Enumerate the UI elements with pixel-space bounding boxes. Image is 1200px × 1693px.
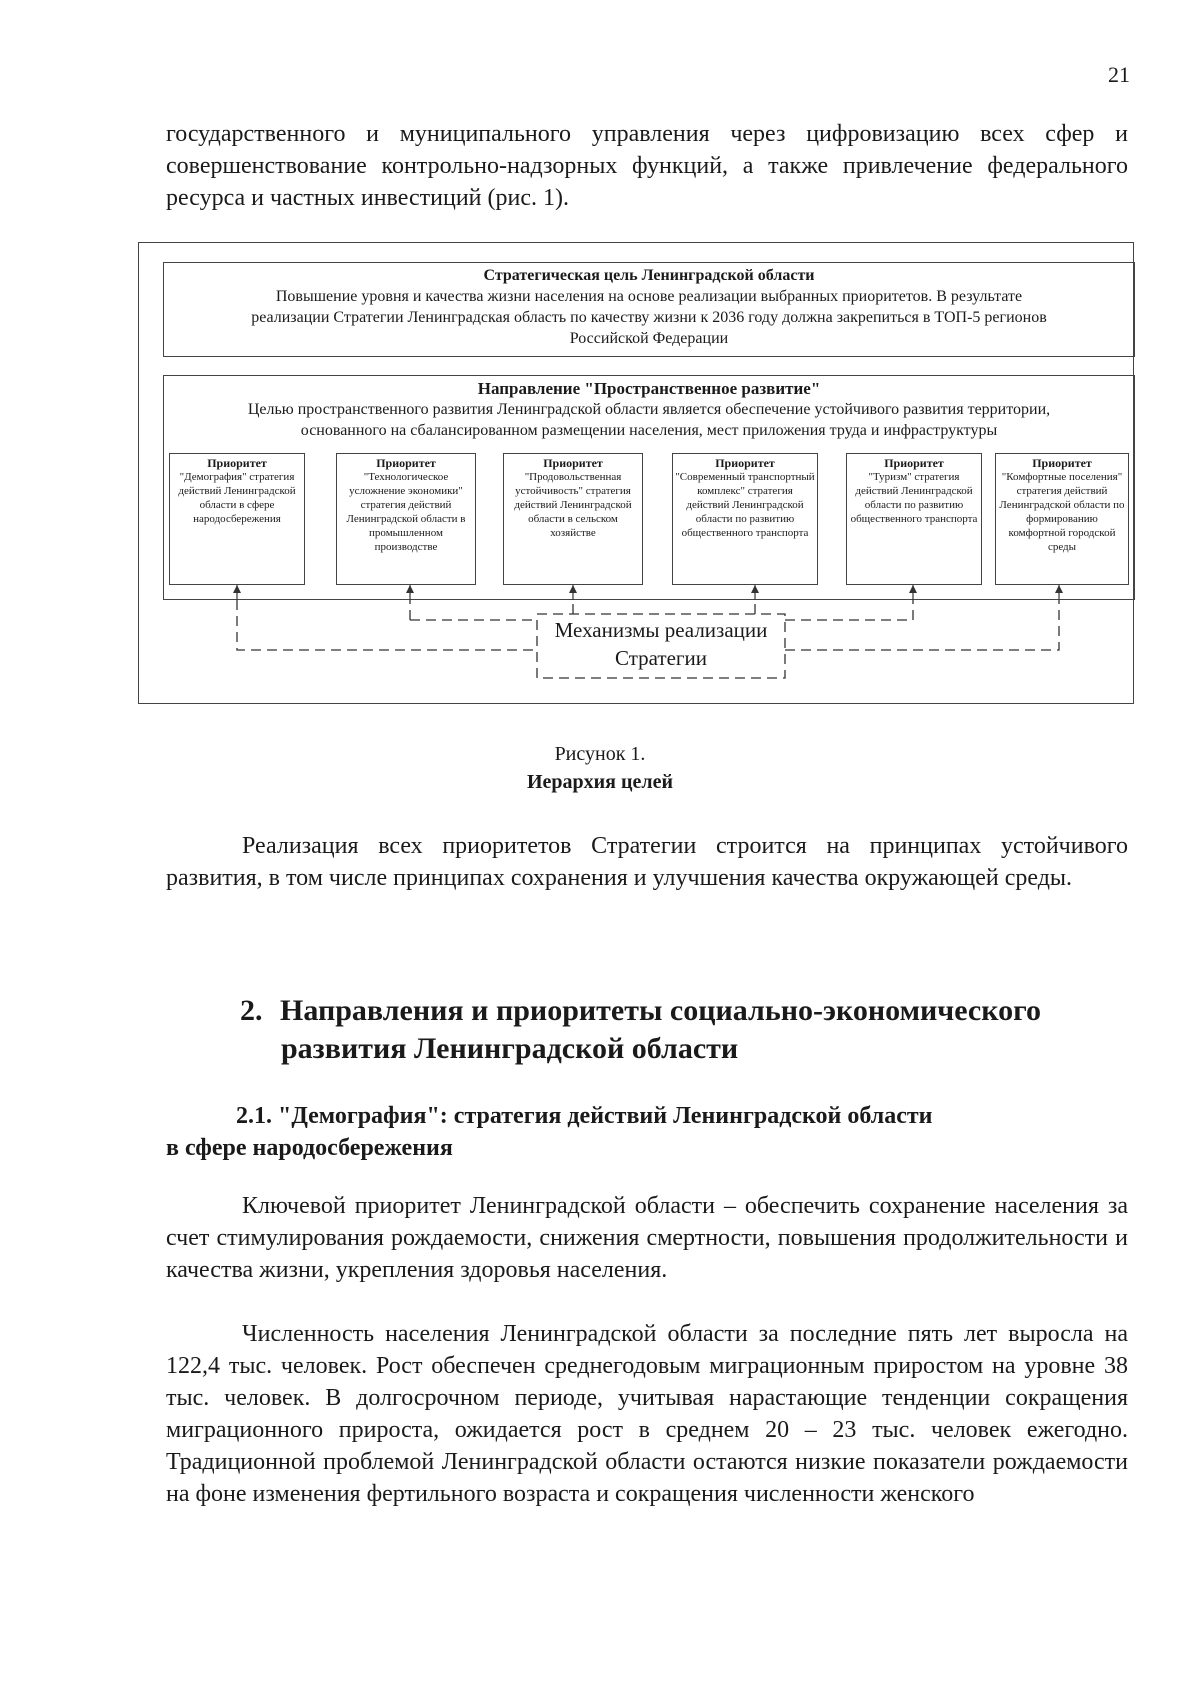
page-number: 21 bbox=[1108, 62, 1130, 87]
mechanisms-line-1: Механизмы реализации bbox=[554, 618, 768, 642]
priority-text: "Демография" стратегия действий Ленинградской области в сфере народосбережения bbox=[178, 471, 296, 525]
strategic-goal-line-2: реализации Стратегии Ленинградская область по качеству жизни к 2036 году должна закрепиться в ТОП-5 регионов bbox=[251, 309, 1047, 326]
arrowhead bbox=[751, 585, 759, 593]
section-heading-line-2: развития Ленинградской области bbox=[281, 1032, 739, 1065]
figure-caption-title: Иерархия целей bbox=[526, 771, 674, 793]
mechanisms-box bbox=[537, 614, 785, 678]
priority-title: Приоритет bbox=[715, 456, 775, 470]
strategic-goal-line-3: Российской Федерации bbox=[569, 330, 729, 347]
priority-text: "Современный транспортный комплекс" стратегия действий Ленинградской области по развитию общественного транспорта bbox=[675, 471, 815, 539]
priority-title: Приоритет bbox=[207, 456, 267, 470]
priority-title: Приоритет bbox=[884, 456, 944, 470]
paragraph-key-priority: Ключевой приоритет Ленинградской области – обеспечить сохранение населения за счет стимулирования рождаемости, снижения смертности, повышения продолжительности и качества жизни, укрепления здоровья населения. bbox=[166, 1193, 1128, 1283]
intro-paragraph: государственного и муниципального управления через цифровизацию всех сфер и совершенствование контрольно-надзорных функций, а также привлечение федерального ресурса и частных инвестиций (рис. 1). bbox=[166, 121, 1128, 211]
connector-lines bbox=[0, 0, 1200, 720]
priority-text: "Технологическое усложнение экономики" стратегия действий Ленинградской области в промышленном производстве bbox=[346, 471, 466, 553]
strategic-goal-line-1: Повышение уровня и качества жизни населения на основе реализации выбранных приоритетов. В результате bbox=[275, 288, 1023, 305]
subsection-heading bbox=[166, 1100, 1128, 1164]
arrowhead bbox=[1055, 585, 1063, 593]
arrowhead bbox=[569, 585, 577, 593]
priority-text: "Продовольственная устойчивость" стратегия действий Ленинградской области в сельском хозяйстве bbox=[514, 471, 632, 539]
direction-line-1: Целью пространственного развития Ленинградской области является обеспечение устойчивого развития территории, bbox=[247, 401, 1051, 418]
arrowhead bbox=[406, 585, 414, 593]
subsection-heading-line-1: 2.1. "Демография": стратегия действий Ленинградской области bbox=[236, 1103, 933, 1129]
section-number: 2. bbox=[240, 994, 263, 1027]
priority-text: "Комфортные поселения" стратегия действий Ленинградской области по формированию комфортной городской среды bbox=[999, 471, 1125, 553]
connector-priority-6 bbox=[785, 600, 1059, 650]
direction-title: Направление "Пространственное развитие" bbox=[477, 379, 821, 398]
mechanisms-line-2: Стратегии bbox=[614, 646, 708, 670]
priority-title: Приоритет bbox=[543, 456, 603, 470]
direction-line-2: основанного на сбалансированном размещении населения, мест приложения труда и инфраструктуры bbox=[300, 422, 998, 439]
arrowhead bbox=[909, 585, 917, 593]
section-heading bbox=[240, 992, 1140, 1068]
priority-text: "Туризм" стратегия действий Ленинградской области по развитию общественного транспорта bbox=[850, 471, 978, 525]
subsection-heading-line-2: в сфере народосбережения bbox=[166, 1135, 453, 1161]
figure-caption: Рисунок 1. bbox=[554, 743, 646, 765]
priority-title: Приоритет bbox=[1032, 456, 1092, 470]
paragraph-principles: Реализация всех приоритетов Стратегии строится на принципах устойчивого развития, в том числе принципах сохранения и улучшения качества окружающей среды. bbox=[166, 833, 1128, 891]
strategic-goal-title: Стратегическая цель Ленинградской области bbox=[483, 267, 815, 284]
priority-title: Приоритет bbox=[376, 456, 436, 470]
arrowhead bbox=[233, 585, 241, 593]
connector-priority-1 bbox=[237, 600, 537, 650]
connector-priority-5 bbox=[785, 600, 913, 620]
paragraph-population: Численность населения Ленинградской области за последние пять лет выросла на 122,4 тыс. человек. Рост обеспечен среднегодовым миграционным приростом на уровне 38 тыс. человек. В долгосрочном периоде, учитывая нарастающие тенденции сокращения миграционного прироста, ожидается рост в среднем 20 – 23 тыс. человек ежегодно. Традиционной проблемой Ленинградской области остаются низкие показатели рождаемости на фоне изменения фертильного возраста и сокращения численности женского bbox=[166, 1321, 1128, 1507]
section-heading-line-1: Направления и приоритеты социально-экономического bbox=[280, 994, 1041, 1027]
